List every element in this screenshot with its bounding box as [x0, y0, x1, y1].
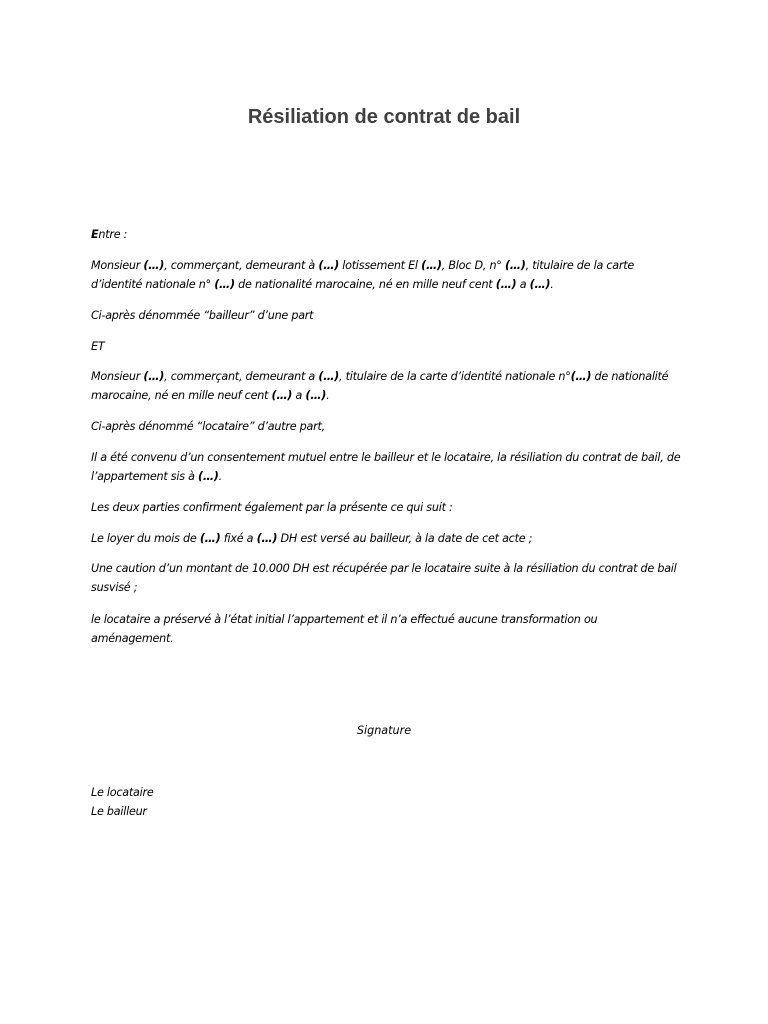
placeholder: (…): [305, 388, 327, 402]
text-segment: Monsieur: [91, 370, 144, 383]
entre-line: [91, 226, 681, 245]
placeholder: (…): [214, 277, 235, 291]
paragraph-et: ET: [91, 340, 105, 353]
paragraph-locataire-designation: Ci-après dénommé “locataire” d’autre part,: [91, 420, 325, 433]
placeholder: (…): [318, 370, 339, 383]
text-segment: , titulaire de la carte d’identité nationale n°: [91, 259, 634, 291]
text-segment: a: [292, 388, 306, 402]
document-title: Résiliation de contrat de bail: [247, 106, 521, 128]
placeholder: (…): [199, 532, 221, 545]
paragraph-confirmation: Les deux parties confirment également par la présente ce qui suit :: [91, 501, 453, 514]
signature-bailleur: Le bailleur: [91, 805, 147, 818]
paragraph-agreement: [91, 449, 681, 486]
entre-rest: ntre :: [98, 228, 128, 241]
paragraph-loyer: [91, 530, 681, 549]
placeholder: (…): [143, 370, 165, 383]
text-segment: de nationalité marocaine, né en mille neuf cent: [234, 277, 496, 291]
text-segment: , commerçant, demeurant à: [164, 259, 319, 272]
paragraph-bailleur-designation: Ci-après dénommée “bailleur” d’une part: [91, 309, 314, 322]
placeholder: (…): [198, 469, 219, 483]
text-segment: DH est versé au bailleur, à la date de cet acte ;: [277, 532, 533, 545]
placeholder: (…): [421, 259, 442, 272]
placeholder: (…): [143, 259, 165, 272]
signature-locataire: Le locataire: [91, 786, 154, 799]
placeholder: (…): [495, 277, 517, 291]
text-segment: lotissement El: [339, 259, 422, 272]
placeholder: (…): [570, 370, 592, 383]
text-segment: , commerçant, demeurant a: [164, 370, 319, 383]
placeholder: (…): [256, 532, 278, 545]
text-segment: , titulaire de la carte d’identité nationale n°: [339, 370, 571, 383]
text-segment: .: [326, 388, 330, 402]
placeholder: (…): [271, 388, 293, 402]
placeholder: (…): [318, 259, 339, 272]
text-segment: Monsieur: [91, 259, 144, 272]
text-segment: de nationalité marocaine, né en mille neuf cent: [91, 370, 669, 402]
paragraph-locataire-identity: [91, 368, 681, 405]
text-segment: Le loyer du mois de: [91, 532, 200, 545]
paragraph-bailleur-identity: [91, 257, 681, 294]
placeholder: (…): [529, 277, 551, 291]
text-segment: a: [516, 277, 530, 291]
text-segment: .: [550, 277, 554, 291]
text-segment: fixé a: [220, 532, 257, 545]
signature-heading: Signature: [356, 724, 412, 737]
text-segment: .: [218, 469, 222, 483]
text-segment: Il a été convenu d’un consentement mutuel entre le bailleur et le locataire, la résiliation du contrat de bail, de l’appartement sis à: [91, 451, 681, 483]
placeholder: (…): [504, 259, 526, 272]
paragraph-etat-initial: le locataire a préservé à l’état initial l’appartement et il n’a effectué aucune transformation ou aménagement.: [91, 613, 598, 645]
text-segment: , Bloc D, n°: [441, 259, 505, 272]
entre-initial: E: [91, 228, 99, 241]
paragraph-caution: Une caution d’un montant de 10.000 DH est récupérée par le locataire suite à la résiliation du contrat de bail susvisé ;: [91, 562, 677, 594]
